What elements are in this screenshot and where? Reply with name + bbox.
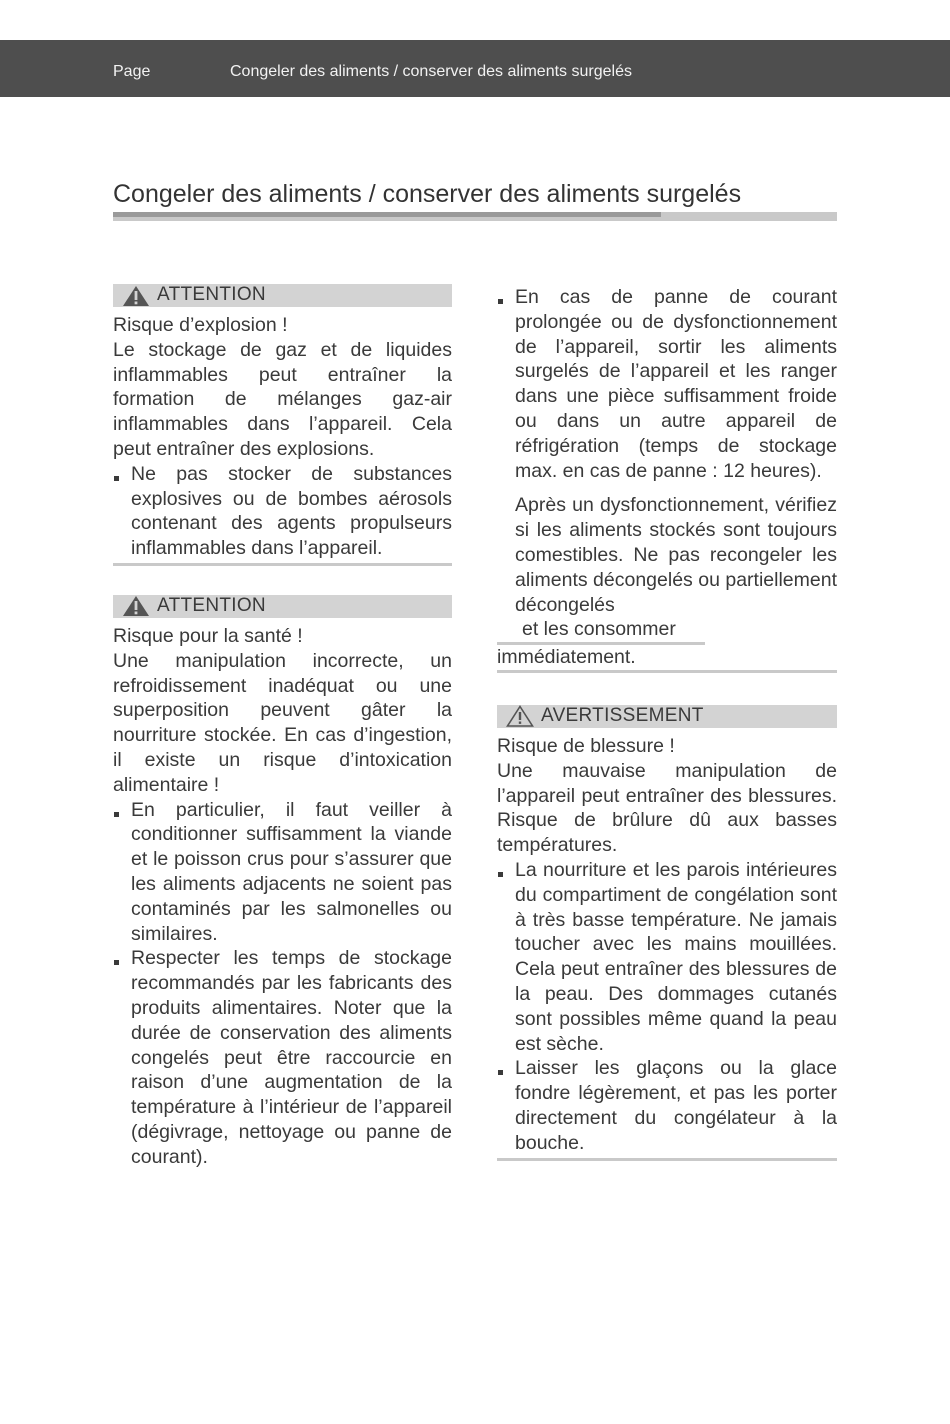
title-underline bbox=[113, 212, 837, 221]
after-malfunction-last: immédiatement. bbox=[497, 646, 636, 669]
list-item: La nourriture et les parois intérieures du compartiment de congélation sont à très basse température. Ne jamais toucher avec les mains mouillées. Cela peut entraîner des blessures de la peau. Des dommages cutanés sont possibles même quand la peau est sèche. bbox=[497, 858, 837, 1056]
alert-label: ATTENTION bbox=[157, 595, 266, 617]
risk-heading: Risque pour la santé ! bbox=[113, 624, 303, 647]
header-bar bbox=[0, 40, 950, 97]
warning-triangle-icon bbox=[506, 705, 534, 727]
risk-heading: Risque d’explosion ! bbox=[113, 314, 288, 336]
power-outage-list bbox=[497, 285, 837, 483]
section-divider bbox=[497, 1158, 837, 1161]
page-label: Page bbox=[113, 63, 151, 80]
right-column bbox=[497, 284, 837, 1161]
risk-heading: Risque de blessure ! bbox=[497, 734, 675, 757]
alert-header-health bbox=[113, 595, 452, 618]
after-malfunction-text: Après un dysfonctionnement, vérifiez si les aliments stockés sont toujours comestibles. Ne pas recongeler les aliments décongelés ou partiellement décongelés bbox=[515, 494, 837, 616]
list-item: En particulier, il faut veiller à conditionner suffisamment la viande et le poisson crus pour s’assurer que les aliments adjacents ne soient pas contaminés par les salmonelles ou similaires. bbox=[113, 798, 452, 947]
alert-header-explosion bbox=[113, 284, 452, 307]
list-item: Laisser les glaçons ou la glace fondre légèrement, et pas les porter directement du congélateur à la bouche. bbox=[497, 1056, 837, 1155]
list-item: Respecter les temps de stockage recommandés par les fabricants des produits alimentaires. Noter que la durée de conservation des aliments congelés peut être raccourcie en raison d’une augmentation de la température à l’intérieur de l’appareil (dégivrage, nettoyage ou panne de courant). bbox=[113, 946, 452, 1169]
alert-bullet-list bbox=[113, 798, 452, 1170]
after-malfunction-tail: et les consommer bbox=[522, 618, 676, 641]
warning-triangle-icon bbox=[122, 285, 150, 307]
header-title: Congeler des aliments / conserver des aliments surgelés bbox=[230, 63, 632, 80]
alert-bullet-list bbox=[113, 462, 452, 561]
left-column bbox=[113, 284, 452, 1170]
page-title: Congeler des aliments / conserver des aliments surgelés bbox=[113, 180, 742, 208]
alert-body-text: Une mauvaise manipulation de l’appareil peut entraîner des blessures. Risque de brûlure dû aux basses températures. bbox=[497, 759, 837, 857]
alert-body-text: Une manipulation incorrecte, un refroidissement inadéquat ou une superposition peuvent gâter la nourriture stockée. En cas d’ingestion, il existe un risque d’intoxication alimentaire ! bbox=[113, 649, 452, 796]
alert-body-text: Le stockage de gaz et de liquides inflammables peut entraîner la formation de mélanges gaz-air inflammables dans l’appareil. Cela peut entraîner des explosions. bbox=[113, 338, 452, 460]
alert-label: AVERTISSEMENT bbox=[541, 705, 704, 727]
alert-label: ATTENTION bbox=[157, 284, 266, 306]
alert-header-injury bbox=[497, 705, 837, 728]
list-item: En cas de panne de courant prolongée ou de dysfonctionnement de l’appareil, sortir les aliments surgelés de l’appareil et les ranger dans une pièce suffisamment froide ou dans un autre appareil de réfrigération (temps de stockage max. en cas de panne : 12 heures). bbox=[497, 285, 837, 483]
list-item: Ne pas stocker de substances explosives ou de bombes aérosols contenant des agents propulseurs inflammables dans l’appareil. bbox=[113, 462, 452, 561]
alert-bullet-list bbox=[497, 858, 837, 1156]
warning-triangle-icon bbox=[122, 595, 150, 617]
